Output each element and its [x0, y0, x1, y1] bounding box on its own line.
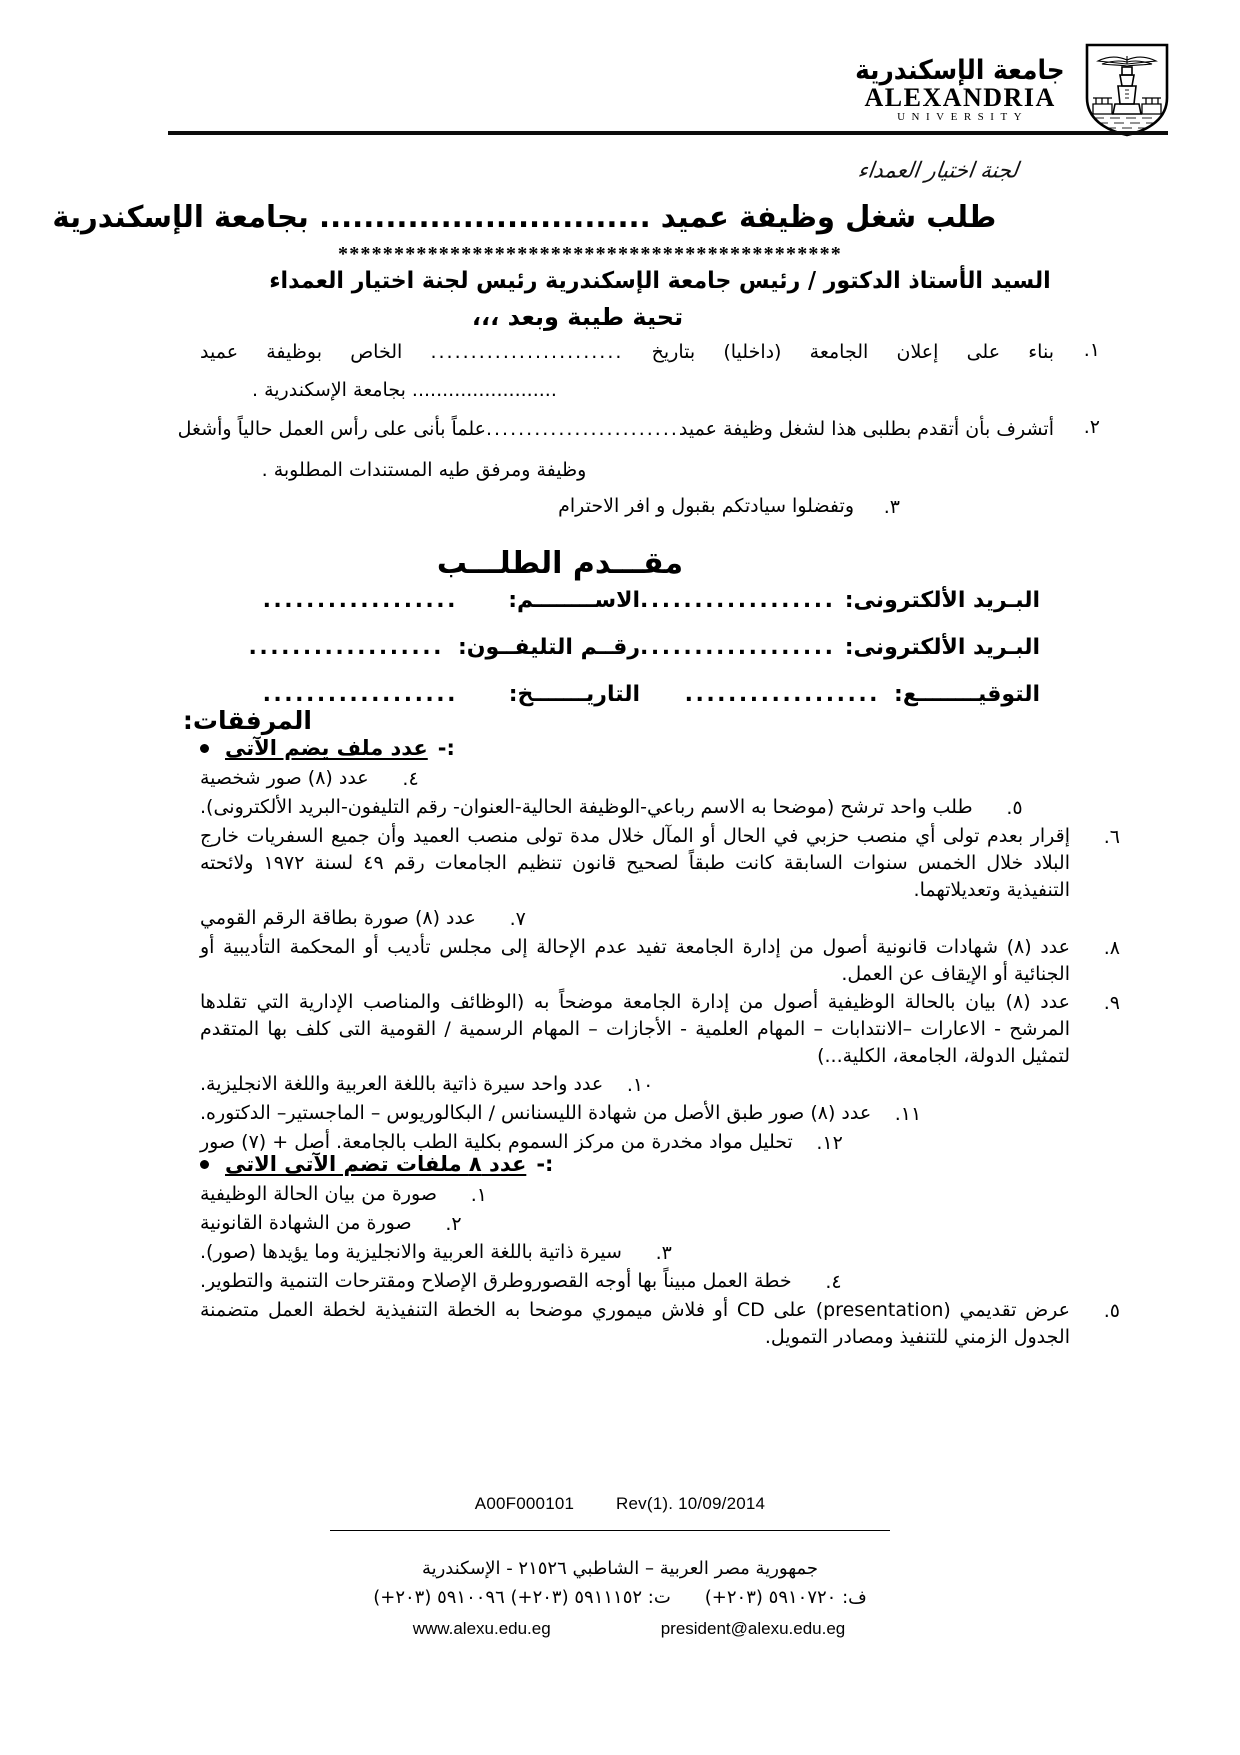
clause-1-w2: على: [966, 341, 1001, 363]
footer-address: جمهورية مصر العربية – الشاطبي ٢١٥٢٦ - الإسكندرية: [421, 1558, 819, 1579]
list-item: [200, 1100, 1120, 1128]
field-signature[interactable]: [640, 682, 1040, 707]
clause-2: [177, 415, 1100, 481]
footer-divider: [330, 1530, 890, 1531]
field-row-date-signature: [240, 682, 1040, 707]
item-number: ٩.: [1103, 991, 1120, 1014]
field-date[interactable]: [240, 682, 640, 707]
phone-input[interactable]: ..................: [248, 635, 444, 660]
field-email[interactable]: [640, 635, 1040, 660]
clause-2-text-a: أتشرف بأن أتقدم بطلبى هذا لشغل وظيفة عميد: [678, 418, 1054, 441]
footer-web-row: [0, 1615, 1240, 1643]
title-left-part: بجامعة الإسكندرية: [52, 200, 309, 235]
clause-2-line-1: [178, 415, 1054, 444]
applicant-section-heading: مقـــدم الطلـــب: [436, 546, 684, 581]
clause-1-number: ١.: [1083, 339, 1100, 361]
addressee-line: السيد الأستاذ الدكتور / رئيس جامعة الإسكندرية رئيس لجنة اختيار العمداء: [269, 268, 1051, 294]
name-label: الاســــــــم:: [508, 588, 640, 613]
signature-label: التوقيــــــــع:: [894, 682, 1040, 707]
item-text: سيرة ذاتية باللغة العربية والانجليزية وما يؤيدها (صور).: [200, 1240, 622, 1263]
group-a-heading: عدد ملف يضم الآتى: [225, 736, 428, 760]
group-a-items: [200, 765, 1120, 1157]
list-item: [200, 1268, 1120, 1296]
header-divider: [168, 131, 1168, 135]
clause-1-blank-1: ........................: [430, 341, 624, 363]
footer-phone: ت: ٥٩١١١٥٢ (٢٠٣+) ٥٩١٠٠٩٦ (٢٠٣+): [373, 1587, 671, 1609]
email-input[interactable]: ..................: [640, 635, 836, 660]
form-code: A00F000101: [474, 1494, 575, 1513]
item-text: عدد واحد سيرة ذاتية باللغة العربية واللغة الانجليزية.: [200, 1072, 604, 1095]
footer-website[interactable]: www.alexu.edu.eg: [412, 1619, 551, 1639]
clause-1-w6: بتاريخ: [651, 341, 696, 363]
footer-contact-row: [0, 1583, 1240, 1612]
group-b-items: [200, 1181, 1120, 1351]
clause-2-line-2: وظيفة ومرفق طيه المستندات المطلوبة .: [261, 458, 587, 481]
item-number: ٦.: [1103, 825, 1120, 848]
item-text: طلب واحد ترشح (موضحا به الاسم رباعي-الوظيفة الحالية-العنوان- رقم التليفون-البريد الألكترونى).: [200, 795, 973, 818]
group-a-heading-row: [200, 736, 1120, 760]
item-text: تحليل مواد مخدرة من مركز السموم بكلية الطب بالجامعة. أصل + (٧) صور: [200, 1130, 793, 1153]
form-revision: Rev(1). 10/09/2014: [616, 1494, 766, 1513]
item-number: ٤.: [825, 1270, 842, 1293]
group-b-heading: عدد ٨ ملفات تضم الآتى الاتى: [225, 1152, 527, 1176]
list-item: [200, 794, 1120, 822]
title-blank-dots: ..............................: [319, 200, 651, 235]
logo-text-block: [846, 57, 1074, 123]
university-logo: [846, 42, 1170, 138]
document-footer: [0, 1554, 1240, 1643]
item-number: ٥.: [1103, 1299, 1120, 1322]
field-address[interactable]: [640, 588, 1040, 613]
item-number: ١٢.: [816, 1131, 843, 1154]
logo-english-name: ALEXANDRIA: [864, 83, 1056, 112]
group-b-heading-suffix: :-: [536, 1152, 554, 1176]
clause-3-body: وتفضلوا سيادتكم بقبول و افر الاحترام: [558, 494, 854, 517]
item-text: صورة من بيان الحالة الوظيفية: [200, 1183, 438, 1205]
clause-1-body: [200, 338, 1054, 401]
greeting-line: تحية طيبة وبعد ،،،: [471, 303, 684, 331]
item-text: عرض تقديمي (presentation) على CD أو فلاش ميموري موضحا به الخطة التنفيذية لخطة العمل متضمنة الجدول الزمني للتنفيذ ومصادر التمويل.: [200, 1298, 1071, 1348]
item-number: ١.: [470, 1184, 488, 1206]
item-number: ٣.: [655, 1241, 672, 1264]
field-row-name-address: [240, 588, 1040, 613]
signature-input[interactable]: ..................: [684, 682, 881, 707]
applicant-fields: [240, 588, 1040, 729]
bullet-icon: [200, 744, 209, 753]
form-code-line: [0, 1494, 1240, 1514]
list-item: [200, 1181, 1120, 1209]
list-item: [200, 1071, 1120, 1099]
date-label: التاريـــــــخ:: [508, 682, 640, 707]
item-text: إقرار بعدم تولى أي منصب حزبي في الحال أو المآل خلال مدة تولى منصب العميد وأن جميع السفريات خارج البلاد خلال الخمس سنوات السابقة كانت طبقاً لصحيح قانون تنظيم الجامعات رقم ٤٩ لسنة ١٩٧٢ ولائحته التنفيذية وتعديلاتهما.: [200, 824, 1070, 901]
title-right-part: طلب شغل وظيفة عميد: [660, 200, 997, 235]
document-header: [0, 42, 1240, 142]
clause-2-body: [178, 415, 1054, 480]
item-text: صورة من الشهادة القانونية: [200, 1211, 412, 1234]
item-number: ٨.: [1103, 936, 1120, 959]
list-item: [200, 934, 1120, 988]
item-number: ١٠.: [626, 1073, 654, 1096]
address-label: البـريد الألكترونى:: [844, 588, 1040, 613]
item-number: ١١.: [894, 1102, 922, 1125]
clause-1-line-2: ........................ بجامعة الإسكندرية .: [252, 379, 557, 402]
item-text: خطة العمل مبيناً بها أوجه القصوروطرق الإصلاح ومقترحات التنمية والتطوير.: [200, 1269, 792, 1292]
clause-1-w3: إعلان: [896, 341, 939, 363]
list-item: [200, 905, 1120, 933]
attachments-group-a: [200, 736, 1120, 1158]
item-number: ٧.: [509, 907, 526, 930]
list-item: [200, 1297, 1120, 1351]
list-item: [200, 765, 1120, 793]
item-text: عدد (٨) شهادات قانونية أصول من إدارة الجامعة تفيد عدم الإحالة إلى مجلس تأديب أو المحكمة التأديبية أو الجنائية أو الإيقاف عن العمل.: [200, 935, 1070, 985]
date-input[interactable]: ..................: [262, 682, 458, 707]
email-label: البـريد الألكترونى:: [844, 635, 1040, 660]
list-item: [200, 823, 1120, 904]
clause-2-number: ٢.: [1083, 416, 1100, 439]
item-number: ٤.: [402, 768, 419, 790]
bullet-icon: [200, 1160, 209, 1169]
phone-label: رقــم التليفــون:: [457, 635, 640, 660]
logo-arabic-name: جامعة الإسكندرية: [855, 55, 1065, 86]
attachments-group-b: [200, 1152, 1120, 1352]
group-a-heading-suffix: :-: [437, 736, 455, 760]
title-separator: *********************************************: [338, 243, 842, 265]
attachments-heading: المرفقات:: [182, 706, 312, 735]
clause-1-w4: الجامعة: [809, 341, 869, 363]
clause-1-line-1: [200, 338, 1054, 367]
field-name[interactable]: [240, 588, 640, 613]
clause-3: [200, 495, 1100, 518]
list-item: [200, 989, 1120, 1070]
clause-1: [200, 338, 1100, 401]
item-number: ٢.: [445, 1212, 462, 1235]
clause-1-w9: عميد: [200, 341, 239, 363]
footer-fax: ف: ٥٩١٠٧٢٠ (٢٠٣+): [704, 1587, 867, 1609]
clauses-section: [177, 338, 1100, 532]
name-input[interactable]: ..................: [262, 588, 458, 613]
clause-1-w5: (داخليا): [723, 341, 782, 363]
item-number: ٥.: [1006, 796, 1023, 819]
group-b-heading-row: [200, 1152, 1120, 1176]
list-item: [200, 1239, 1120, 1267]
handwritten-note: لجنة اختيار العمداء: [856, 157, 1020, 183]
item-text: عدد (٨) صور طبق الأصل من شهادة الليسنانس / البكالوريوس – الماجستير– الدكتوره.: [200, 1101, 872, 1124]
address-input[interactable]: ..................: [640, 588, 836, 613]
footer-email[interactable]: president@alexu.edu.eg: [660, 1619, 846, 1639]
clause-3-number: ٣.: [883, 495, 900, 518]
item-text: عدد (٨) بيان بالحالة الوظيفية أصول من إدارة الجامعة موضحاً به (الوظائف والمناصب الإدارية التي تقلدها المرشح - الاعارات –الانتدابات – المهام العلمية - الأجازات – المهام الرسمية / القومية التى كلف بها المتقدم لتمثيل الدولة، الجامعة، الكلية...): [200, 990, 1070, 1067]
field-row-phone-email: [240, 635, 1040, 660]
logo-english-subtitle: UNIVERSITY: [897, 111, 1029, 123]
item-text: عدد (٨) صور شخصية: [200, 767, 369, 789]
list-item: [200, 1210, 1120, 1238]
lighthouse-crest-icon: [1084, 42, 1170, 138]
clause-2-blank-1: ........................: [485, 418, 679, 441]
clause-1-w8: بوظيفة: [266, 341, 322, 363]
item-text: عدد (٨) صورة بطاقة الرقم القومي: [200, 906, 476, 929]
clause-1-w1: بناء: [1028, 341, 1054, 363]
clause-1-w7: الخاص: [350, 341, 403, 363]
clause-2-text-b: علماً بأنى على رأس العمل حالياً وأشغل: [177, 418, 486, 441]
field-phone[interactable]: [240, 635, 640, 660]
page-title: [52, 200, 997, 235]
